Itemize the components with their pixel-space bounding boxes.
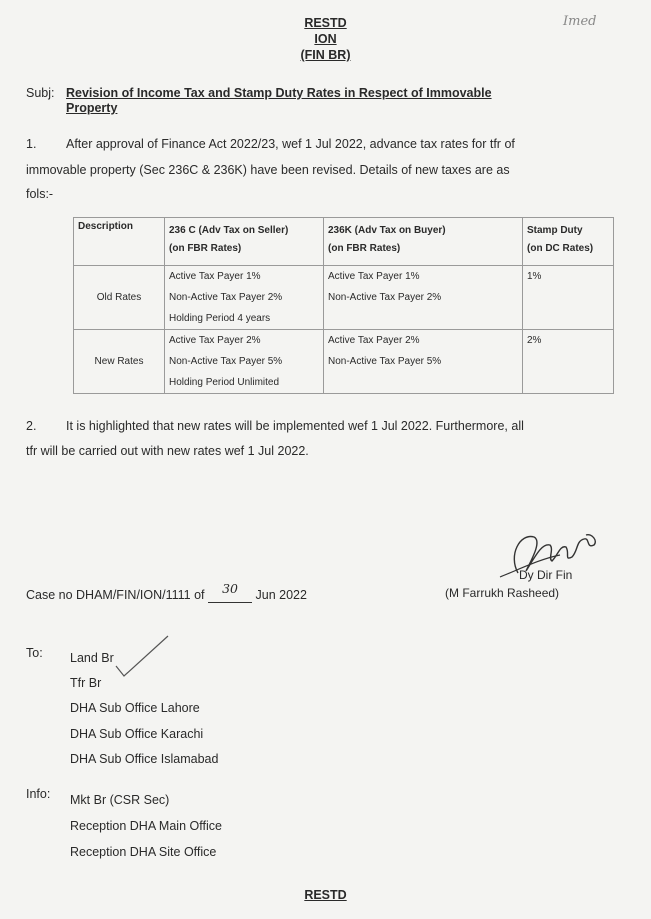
- list-item: DHA Sub Office Lahore: [70, 701, 200, 716]
- classification-header: RESTD: [304, 16, 347, 30]
- case-number-prefix: Case no DHAM/FIN/ION/1111 of: [26, 588, 205, 602]
- header-cell-stamp-duty: Stamp Duty (on DC Rates): [523, 218, 614, 266]
- row-stamp-cell: [523, 266, 614, 330]
- signatory-designation: Dy Dir Fin: [519, 568, 573, 582]
- to-label: To:: [26, 646, 43, 660]
- buyer-rate: Active Tax Payer 1%: [328, 271, 420, 282]
- signatory-name: (M Farrukh Rasheed): [445, 586, 560, 600]
- case-number-suffix: Jun 2022: [255, 588, 307, 602]
- row-seller-cell: [165, 330, 324, 394]
- table-header-row: [74, 218, 614, 266]
- list-item: DHA Sub Office Islamabad: [70, 751, 219, 766]
- table-row: [74, 266, 614, 330]
- subject-title: [66, 86, 626, 116]
- case-day-handwritten: 30: [222, 581, 238, 596]
- handwritten-tag: Imed: [563, 14, 597, 29]
- tax-rates-table: [73, 217, 614, 394]
- seller-rate: Holding Period Unlimited: [169, 377, 280, 388]
- row-buyer-cell: [324, 330, 523, 394]
- para2-number: 2.: [26, 419, 37, 433]
- row-description: New Rates: [74, 330, 165, 394]
- buyer-rate: Non-Active Tax Payer 2%: [328, 292, 442, 303]
- subject-label: Subj:: [26, 86, 55, 100]
- buyer-rate: Active Tax Payer 2%: [328, 335, 420, 346]
- list-item: Land Br: [70, 651, 114, 665]
- info-list: [70, 787, 222, 865]
- subject-title-line1: Revision of Income Tax and Stamp Duty Rates in Respect of Immovable: [66, 86, 492, 100]
- footer-classification: RESTD: [304, 888, 347, 902]
- row-description: Old Rates: [74, 266, 165, 330]
- header-cell-buyer: 236K (Adv Tax on Buyer) (on FBR Rates): [324, 218, 523, 266]
- row-buyer-cell: [324, 266, 523, 330]
- department-header: ION: [314, 32, 337, 46]
- header-cell-description: Description: [74, 218, 165, 266]
- seller-rate: Non-Active Tax Payer 5%: [169, 356, 283, 367]
- list-item: Reception DHA Main Office: [70, 819, 222, 833]
- case-day-blank: [208, 581, 252, 603]
- buyer-rate: Non-Active Tax Payer 5%: [328, 356, 442, 367]
- para1-number: 1.: [26, 137, 37, 151]
- subject-title-line2: Property: [66, 101, 118, 115]
- para1-line1: After approval of Finance Act 2022/23, wef 1 Jul 2022, advance tax rates for tfr of: [66, 137, 515, 151]
- check-mark-icon: [112, 632, 172, 682]
- seller-rate: Holding Period 4 years: [169, 313, 271, 324]
- info-label: Info:: [26, 787, 51, 801]
- table-row: [74, 330, 614, 394]
- para1-line3: fols:-: [26, 187, 54, 201]
- seller-rate: Active Tax Payer 2%: [169, 335, 261, 346]
- list-item: DHA Sub Office Karachi: [70, 726, 204, 741]
- para2-line1: It is highlighted that new rates will be implemented wef 1 Jul 2022. Furthermore, all: [66, 419, 524, 433]
- list-item: Tfr Br: [70, 676, 102, 691]
- branch-header: (FIN BR): [300, 48, 351, 62]
- para1-line2: immovable property (Sec 236C & 236K) have been revised. Details of new taxes are as: [26, 163, 510, 177]
- header-cell-seller: 236 C (Adv Tax on Seller) (on FBR Rates): [165, 218, 324, 266]
- seller-rate: Non-Active Tax Payer 2%: [169, 292, 283, 303]
- stamp-rate: 1%: [527, 271, 542, 282]
- para2-line2: tfr will be carried out with new rates wef 1 Jul 2022.: [26, 444, 309, 458]
- stamp-rate: 2%: [527, 335, 542, 346]
- row-stamp-cell: [523, 330, 614, 394]
- list-item: Mkt Br (CSR Sec): [70, 793, 170, 807]
- list-item: Reception DHA Site Office: [70, 845, 217, 859]
- row-seller-cell: [165, 266, 324, 330]
- seller-rate: Active Tax Payer 1%: [169, 271, 261, 282]
- case-number-line: [26, 581, 307, 603]
